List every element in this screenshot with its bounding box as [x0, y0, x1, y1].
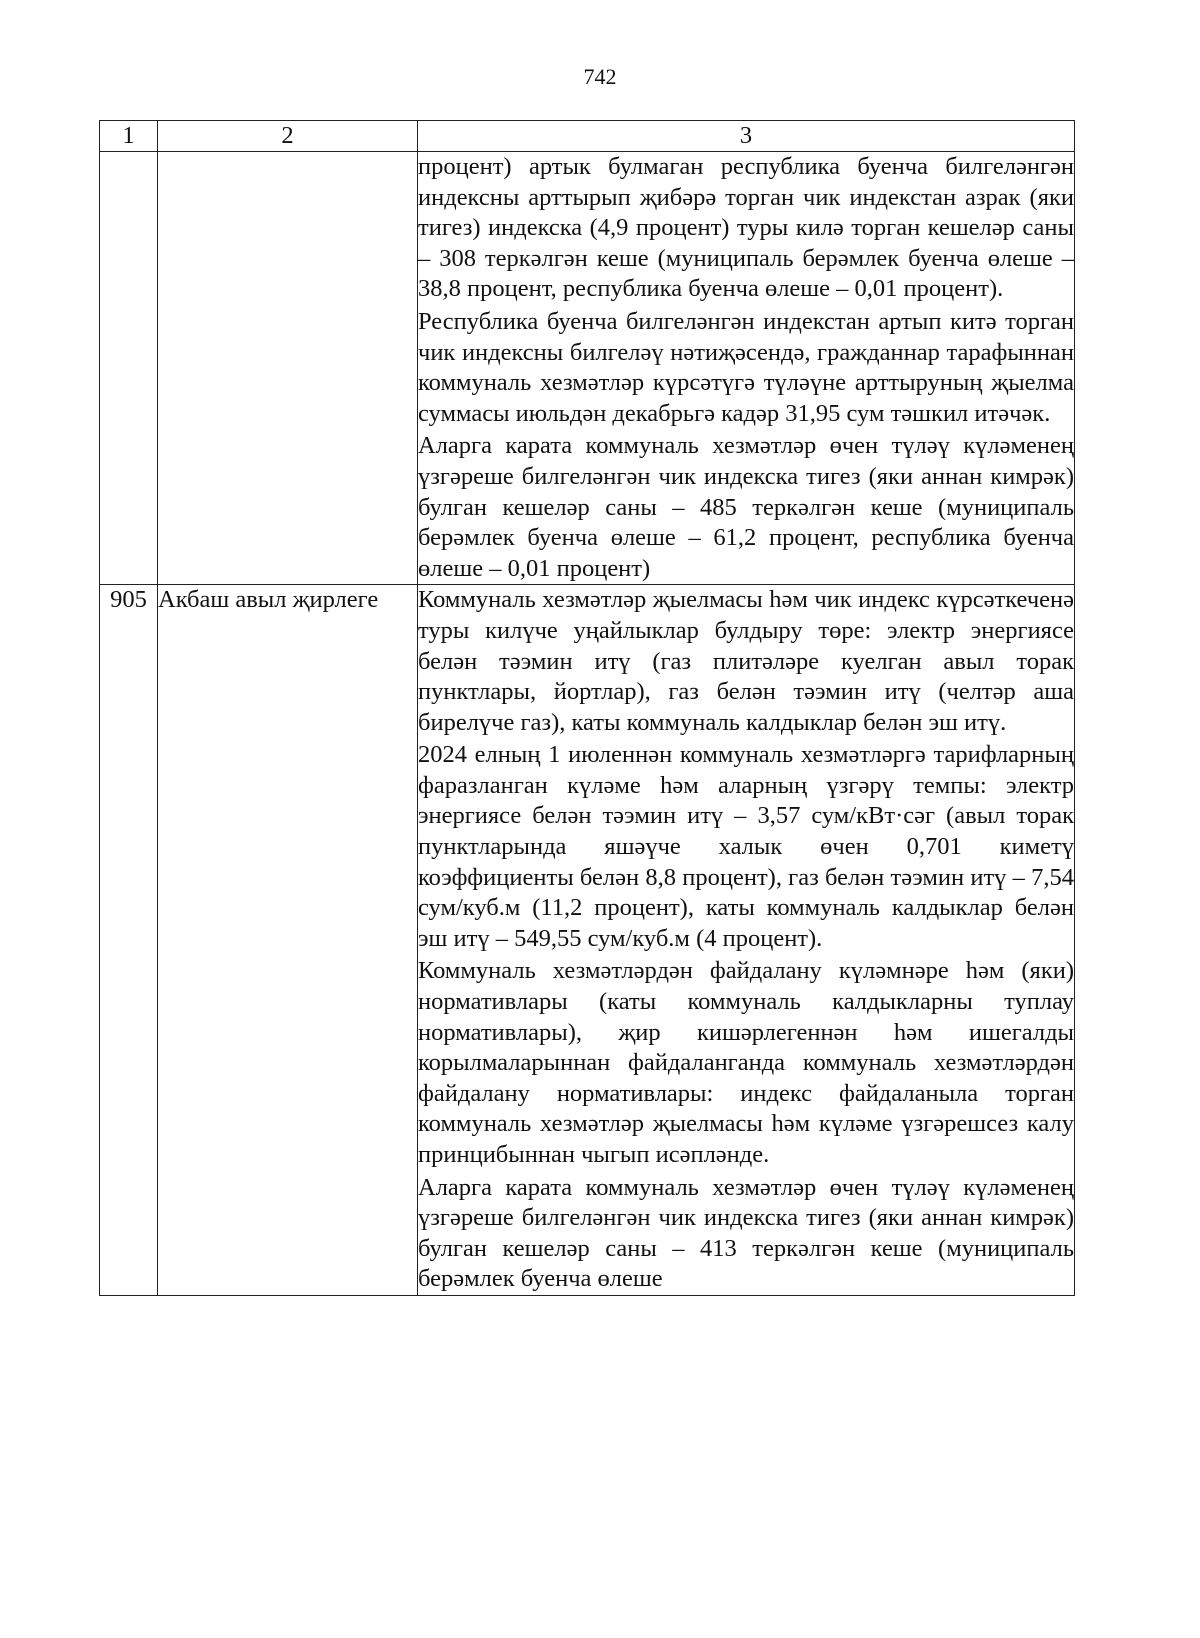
column-header-1: 1 — [100, 121, 158, 152]
description-cell — [418, 585, 1075, 1296]
paragraph: Аларга карата коммуналь хезмәтләр өчен түләү күләменең үзгәреше билгеләнгән чик индекска тигез (яки аннан кимрәк) булган кешеләр саны – 413 теркәлгән кеше (муниципаль берәмлек буенча өлеше — [418, 1173, 1074, 1293]
paragraph: Коммуналь хезмәтләр җыелмасы һәм чик индекс күрсәткеченә туры килүче уңайлыклар булдыру төре: электр энергиясе белән тәэмин итү (газ плитәләре куелган авыл торак пунктлары, йортлар), газ белән тәэмин итү (челтәр аша бирелүче газ), каты коммуналь калдыклар белән эш итү. — [418, 586, 1074, 736]
page-number: 742 — [583, 64, 617, 89]
table-header-row — [100, 121, 1075, 152]
document-table — [99, 120, 1075, 1296]
settlement-name-cell: Акбаш авыл җирлеге — [158, 585, 418, 1296]
row-number-cell — [100, 152, 158, 585]
column-header-2: 2 — [158, 121, 418, 152]
table-row — [100, 152, 1075, 585]
settlement-name-cell — [158, 152, 418, 585]
paragraph: процент) артык булмаган республика буенча билгеләнгән индексны арттырып җибәрә торган чик индекстан азрак (яки тигез) индекска (4,9 процент) туры килә торган кешеләр саны – 308 теркәлгән кеше (муниципаль берәмлек буенча өлеше – 38,8 процент, республика буенча өлеше – 0,01 процент). — [418, 153, 1074, 303]
column-header-3: 3 — [418, 121, 1075, 152]
paragraph: Аларга карата коммуналь хезмәтләр өчен түләү күләменең үзгәреше билгеләнгән чик индекска тигез (яки аннан кимрәк) булган кешеләр саны – 485 теркәлгән кеше (муниципаль берәмлек буенча өлеше – 61,2 процент, республика буенча өлеше – 0,01 процент) — [418, 432, 1074, 582]
paragraph: Республика буенча билгеләнгән индекстан артып китә торган чик индексны билгеләү нәтиҗәсендә, гражданнар тарафыннан коммуналь хезмәтләр күрсәтүгә түләүне арттыруның җыелма суммасы июльдән декабрьгә кадәр 31,95 сум тәшкил итәчәк. — [418, 307, 1074, 427]
paragraph: 2024 елның 1 июленнән коммуналь хезмәтләргә тарифларның фаразланган күләме һәм аларның үзгәрү темпы: электр энергиясе белән тәэмин итү – 3,57 сум/кВт·сәг (авыл торак пунктларында яшәүче халык өчен 0,701 киметү коэффициенты белән 8,8 процент), газ белән тәэмин итү – 7,54 сум/куб.м (11,2 процент), каты коммуналь калдыклар белән эш итү – 549,55 сум/куб.м (4 процент). — [418, 741, 1074, 952]
paragraph: Коммуналь хезмәтләрдән файдалану күләмнәре һәм (яки) нормативлары (каты коммуналь калдыкларны туплау нормативлары), җир кишәрлегеннән һәм ишегалды корылмаларыннан файдаланганда коммуналь хезмәтләрдән файдалану нормативлары: индекс файдаланыла торган коммуналь хезмәтләр җыелмасы һәм күләме үзгәрешсез калу принцибыннан чыгып исәпләнде. — [418, 957, 1074, 1168]
table-row — [100, 585, 1075, 1296]
row-number-cell: 905 — [100, 585, 158, 1296]
description-cell — [418, 152, 1075, 585]
